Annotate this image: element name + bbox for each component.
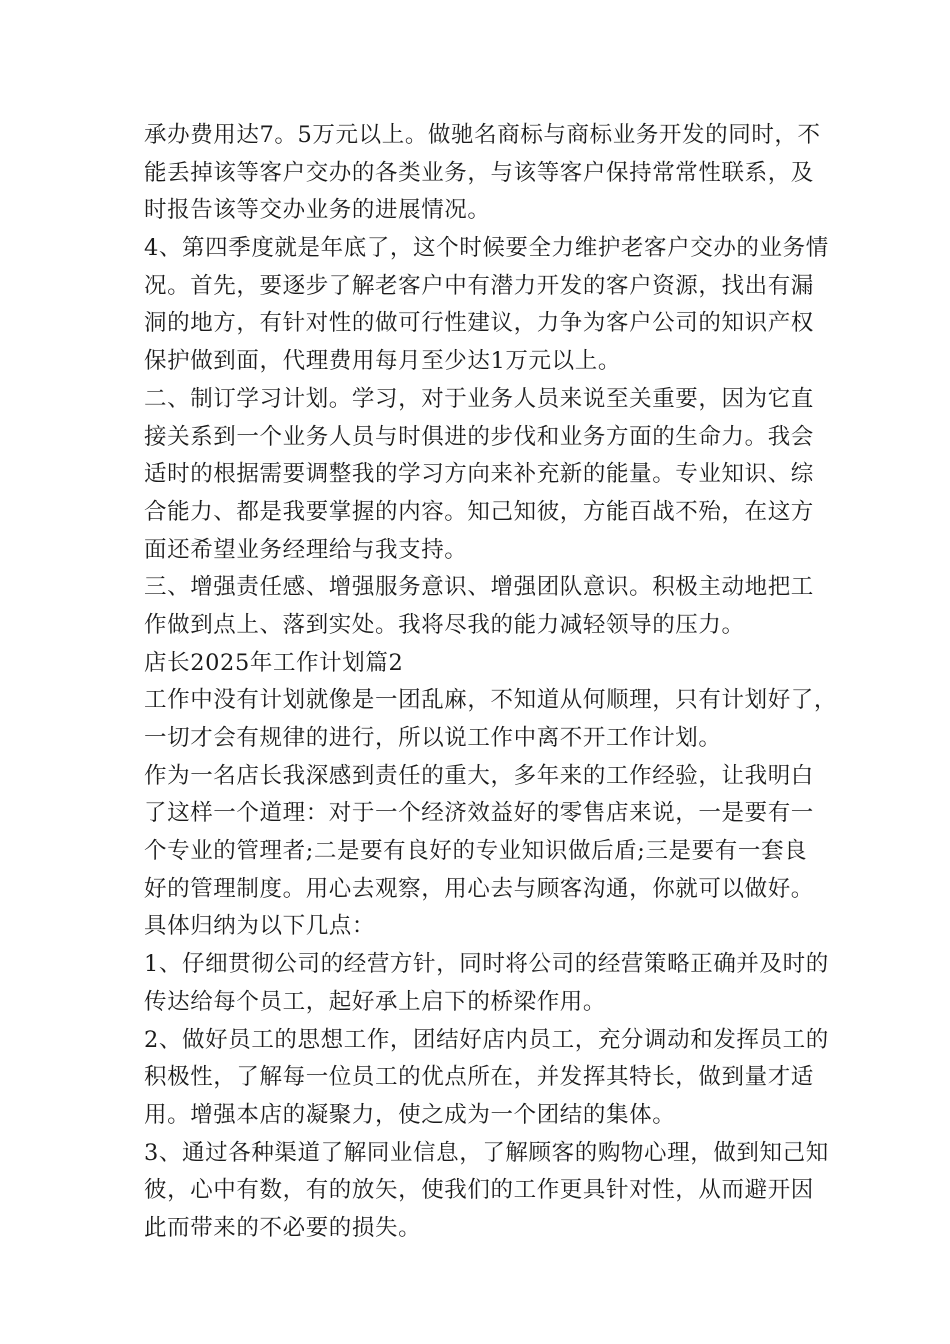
text-line-20: 个专业的管理者;二是要有良好的专业知识做后盾;三是要有一套良 xyxy=(144,838,808,865)
text-line-9: 接关系到一个业务人员与时俱进的步伐和业务方面的生命力。我会 xyxy=(144,423,814,450)
text-line-1: 承办费用达7。5万元以上。做驰名商标与商标业务开发的同时，不 xyxy=(144,122,821,148)
text-line-25: 2、做好员工的思想工作，团结好店内员工，充分调动和发挥员工的 xyxy=(144,1026,829,1053)
text-line-18: 作为一名店长我深感到责任的重大，多年来的工作经验，让我明白 xyxy=(144,762,814,789)
text-line-29: 彼，心中有数，有的放矢，使我们的工作更具针对性，从而避开因 xyxy=(144,1177,814,1204)
text-line-6: 洞的地方，有针对性的做可行性建议，力争为客户公司的知识产权 xyxy=(144,310,814,337)
text-line-27: 用。增强本店的凝聚力，使之成为一个团结的集体。 xyxy=(144,1101,676,1128)
text-line-23: 1、仔细贯彻公司的经营方针，同时将公司的经营策略正确并及时的 xyxy=(144,951,829,978)
document-body xyxy=(144,117,838,1248)
text-line-28: 3、通过各种渠道了解同业信息，了解顾客的购物心理，做到知己知 xyxy=(144,1139,829,1166)
text-line-5: 况。首先，要逐步了解老客户中有潜力开发的客户资源，找出有漏 xyxy=(144,272,814,299)
text-line-11: 合能力、都是我要掌握的内容。知己知彼，方能百战不殆，在这方 xyxy=(144,498,814,525)
text-line-3: 时报告该等交办业务的进展情况。 xyxy=(144,197,491,224)
text-line-24: 传达给每个员工，起好承上启下的桥梁作用。 xyxy=(144,988,607,1015)
text-line-7: 保护做到面，代理费用每月至少达1万元以上。 xyxy=(144,348,621,375)
text-line-17: 一切才会有规律的进行，所以说工作中离不开工作计划。 xyxy=(144,725,722,751)
text-line-13: 三、增强责任感、增强服务意识、增强团队意识。积极主动地把工 xyxy=(144,574,814,601)
text-line-14: 作做到点上、落到实处。我将尽我的能力减轻领导的压力。 xyxy=(144,611,745,638)
text-line-30: 此而带来的不必要的损失。 xyxy=(144,1214,422,1241)
text-line-2: 能丢掉该等客户交办的各类业务，与该等客户保持常常性联系，及 xyxy=(144,159,814,186)
text-line-8: 二、制订学习计划。学习，对于业务人员来说至关重要，因为它直 xyxy=(144,385,814,412)
text-line-19: 了这样一个道理：对于一个经济效益好的零售店来说，一是要有一 xyxy=(144,800,814,827)
text-line-10: 适时的根据需要调整我的学习方向来补充新的能量。专业知识、综 xyxy=(144,461,814,488)
text-line-12: 面还希望业务经理给与我支持。 xyxy=(144,536,468,563)
text-line-22: 具体归纳为以下几点： xyxy=(144,913,376,940)
text-line-21: 好的管理制度。用心去观察，用心去与顾客沟通，你就可以做好。 xyxy=(144,875,814,902)
text-line-26: 积极性，了解每一位员工的优点所在，并发挥其特长，做到量才适 xyxy=(144,1064,814,1091)
text-line-16: 工作中没有计划就像是一团乱麻，不知道从何顺理，只有计划好了， xyxy=(144,687,838,714)
text-line-4: 4、第四季度就是年底了，这个时候要全力维护老客户交办的业务情 xyxy=(144,235,829,262)
section-heading: 店长2025年工作计划篇2 xyxy=(144,649,404,676)
